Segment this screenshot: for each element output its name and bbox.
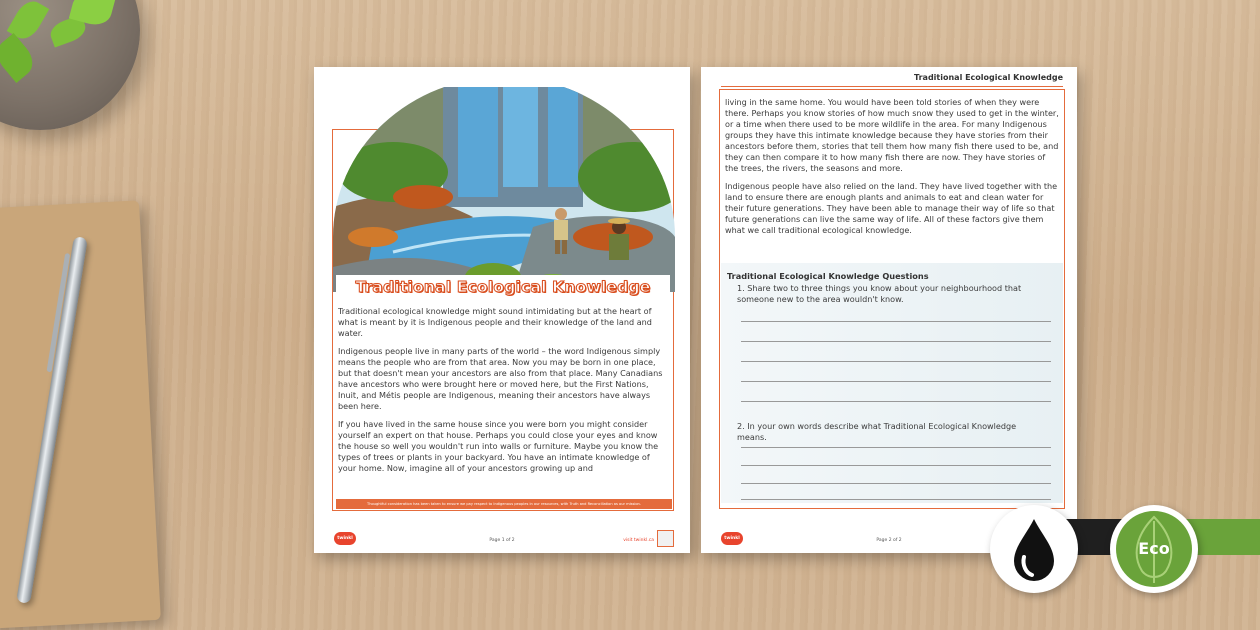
page-number: Page 2 of 2 [876, 538, 902, 543]
title-banner [336, 275, 670, 299]
eco-badge-inner [1116, 511, 1192, 587]
worksheet-page-2 [701, 67, 1077, 553]
answer-line[interactable] [741, 381, 1051, 382]
worksheet-page-1 [314, 67, 690, 553]
twinkl-logo: twinkl [721, 532, 743, 545]
page-number: Page 1 of 2 [489, 538, 515, 543]
acknowledgement-notice: Thoughtful consideration has been taken to ensure we pay respect to Indigenous peoples in our resources, with Truth and Reconciliation as our mission. [336, 499, 672, 509]
answer-line[interactable] [741, 499, 1051, 500]
eco-label: Eco [1138, 539, 1170, 558]
paragraph: If you have lived in the same house since you were born you might consider yourself an expert on that house. Perhaps you could close your eyes and know the house so well you wouldn't run into walls or furniture. Maybe you know the types of trees or plants in your backyard. You have an intimate knowledge of your home. Now, imagine all of your ancestors growing up and [338, 419, 659, 473]
paragraph: living in the same home. You would have been told stories of when they were there. Perhaps you know stories of how much snow they used to get in the winter, or a time when there used to be more wildlife in the area. For many Indigenous groups they have this intimate knowledge because they have stories from their ancestors before them, stories that tell them how many fish there used to be, and they can then compare it to how many fish there are now. They have stories of the trees, the rivers, the seasons and more. [725, 97, 1059, 173]
site-link: visit twinkl.ca [623, 538, 654, 543]
ink-drop-icon [990, 505, 1078, 593]
header-title: Traditional Ecological Knowledge [914, 73, 1063, 82]
answer-line[interactable] [741, 465, 1051, 466]
paragraph: Indigenous people have also relied on the land. They have lived together with the land to ensure there are enough plants and animals to eat and clean water for their future generations. They have been able to manage their way of life so that future generations can live the same way of life. All of these factors give them what we call traditional ecological knowledge. [725, 181, 1058, 235]
page-title: Traditional Ecological Knowledge [355, 278, 651, 296]
answer-line[interactable] [741, 401, 1051, 402]
questions-panel [721, 263, 1063, 503]
question-2: 2. In your own words describe what Traditional Ecological Knowledge means. [737, 421, 1017, 442]
eco-badge [1110, 505, 1198, 593]
questions-title: Traditional Ecological Knowledge Questions [727, 271, 929, 281]
body-text [338, 306, 670, 488]
answer-line[interactable] [741, 341, 1051, 342]
answer-line[interactable] [741, 361, 1051, 362]
answer-line[interactable] [741, 321, 1051, 322]
page-header [721, 73, 1063, 87]
question-1: 1. Share two to three things you know about your neighbourhood that someone new to the area wouldn't know. [737, 283, 1022, 304]
paragraph: Traditional ecological knowledge might sound intimidating but at the heart of what is meant by it is Indigenous people and their knowledge of the land and water. [338, 306, 652, 338]
page-footer [314, 525, 690, 553]
ink-badge [990, 505, 1078, 593]
body-text [725, 97, 1059, 267]
answer-line[interactable] [741, 447, 1051, 448]
waterfall-illustration [333, 87, 675, 292]
twinkl-logo: twinkl [334, 532, 356, 545]
badge-icon [657, 530, 674, 547]
paragraph: Indigenous people live in many parts of the world – the word Indigenous simply means the people who are from that area. Now you may be born in one place, but that doesn't mean your ancestors are also from that place. Many Canadians have ancestors who were brought here or moved here, but the First Nations, Inuit, and Métis people are Indigenous, meaning their ancestors have always been here. [338, 346, 663, 411]
answer-line[interactable] [741, 483, 1051, 484]
